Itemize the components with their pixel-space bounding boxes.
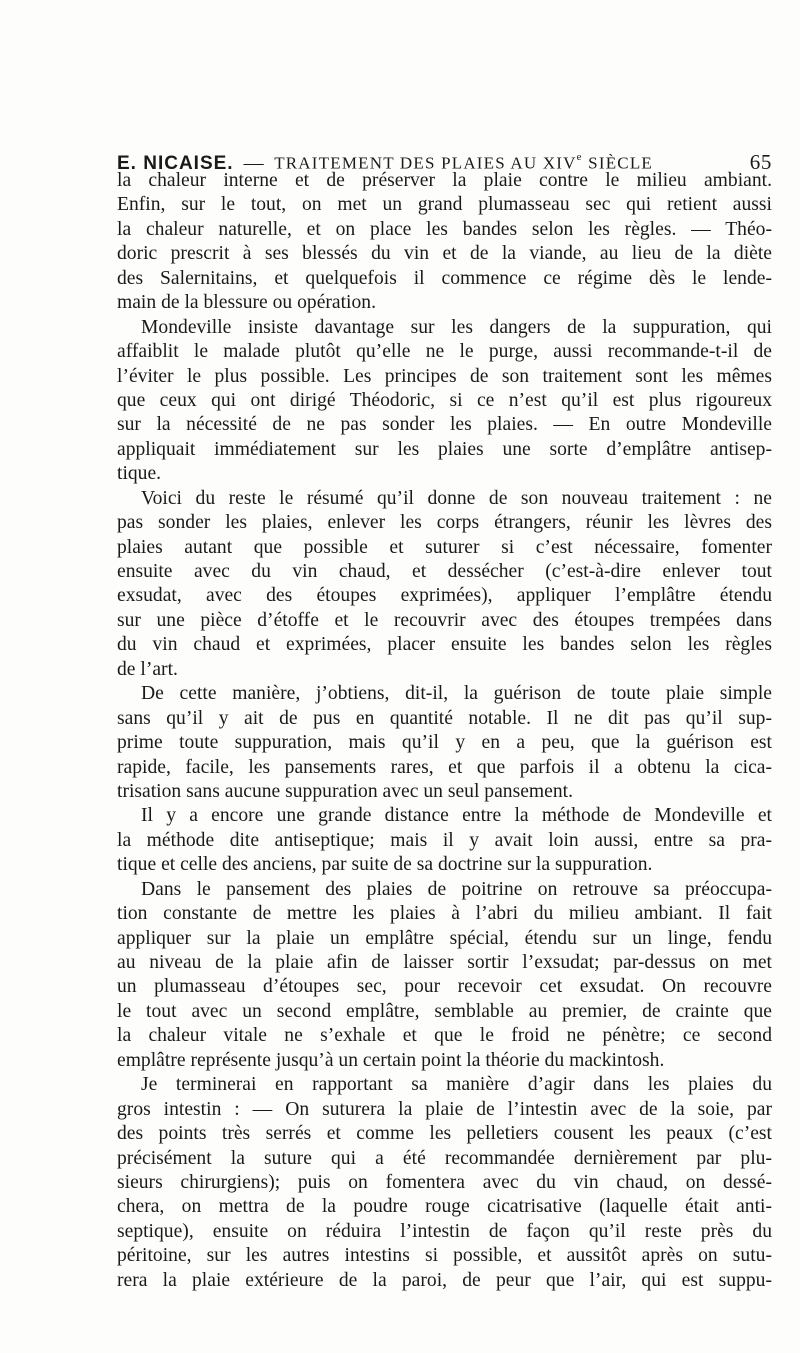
text-line: appliquer sur la plaie un emplâtre spécial, étendu sur un linge, fendu [117, 927, 772, 949]
text-line: exsudat, avec des étoupes exprimées), appliquer l’emplâtre étendu [117, 585, 772, 607]
text-line: tique et celle des anciens, par suite de sa doctrine sur la suppuration. [117, 854, 653, 876]
text-line: la chaleur naturelle, et on place les bandes selon les règles. — Théo- [117, 218, 772, 240]
text-line: Dans le pansement des plaies de poitrine on retrouve sa préoccupa- [141, 878, 772, 900]
text-line: doric prescrit à ses blessés du vin et de la viande, au lieu de la diète [117, 243, 772, 265]
text-line: sur une pièce d’étoffe et le recouvrir avec des étoupes trempées dans [117, 609, 772, 631]
text-line: sieurs chirurgiens); puis on fomentera avec du vin chaud, on dessé- [117, 1171, 772, 1193]
text-line: tique. [117, 463, 162, 485]
text-line: rapide, facile, les pansements rares, et que parfois il a obtenu la cica- [117, 756, 772, 778]
running-head-author: E. NICAISE. [117, 153, 234, 174]
text-line: un plumasseau d’étoupes sec, pour recevoir cet exsudat. On recouvre [117, 976, 772, 998]
text-line: Il y a encore une grande distance entre la méthode de Mondeville et [141, 805, 772, 827]
text-line: que ceux qui ont dirigé Théodoric, si ce n’est qu’il est plus rigoureux [117, 389, 772, 411]
text-line: au niveau de la plaie afin de laisser sortir l’exsudat; par-dessus on met [117, 952, 772, 973]
text-line: gros intestin : — On suturera la plaie de l’intestin avec de la soie, par [117, 1098, 772, 1120]
text-line: emplâtre représente jusqu’à un certain point la théorie du mackintosh. [117, 1049, 665, 1071]
text-line: péritoine, sur les autres intestins si possible, et aussitôt après on sutu- [117, 1245, 772, 1267]
page-number: 65 [749, 150, 772, 174]
text-line: prime toute suppuration, mais qu’il y en a peu, que la guérison est [117, 732, 772, 754]
text-line: Mondeville insiste davantage sur les dangers de la suppuration, qui [141, 316, 772, 338]
text-line: trisation sans aucune suppuration avec un seul pansement. [117, 780, 573, 802]
text-line: Voici du reste le résumé qu’il donne de son nouveau traitement : ne [141, 487, 772, 509]
text-line: du vin chaud et exprimées, placer ensuite les bandes selon les règles [117, 634, 772, 656]
running-head-dash: — [243, 152, 265, 174]
text-line: De cette manière, j’obtiens, dit-il, la guérison de toute plaie simple [141, 683, 772, 705]
text-line: Enfin, sur le tout, on met un grand plumasseau sec qui retient aussi [117, 194, 772, 216]
text-line: la chaleur interne et de préserver la plaie contre le milieu ambiant. [117, 170, 772, 191]
running-head-title-end: SIÈCLE [582, 154, 653, 173]
text-line: appliquait immédiatement sur les plaies une sorte d’emplâtre antisep- [117, 438, 772, 460]
text-line: la chaleur vitale ne s’exhale et que le froid ne pénètre; ce second [117, 1025, 772, 1047]
running-head-title-superscript: e [576, 151, 583, 164]
text-line: affaiblit le malade plutôt qu’elle ne le purge, aussi recommande-t-il de [117, 341, 772, 363]
running-head-title-text: TRAITEMENT DES PLAIES AU XIV [274, 154, 577, 173]
text-line: de l’art. [117, 658, 178, 680]
text-line: rera la plaie extérieure de la paroi, de peur que l’air, qui est suppu- [117, 1269, 772, 1291]
text-line: septique), ensuite on réduira l’intestin de façon qu’il reste près du [117, 1220, 772, 1242]
text-line: l’éviter le plus possible. Les principes de son traitement sont les mêmes [117, 365, 772, 387]
text-line: précisément la suture qui a été recommandée dernièrement par plu- [117, 1147, 772, 1169]
text-line: des Salernitains, et quelquefois il commence ce régime dès le lende- [117, 267, 772, 289]
text-line: chera, on mettra de la poudre rouge cicatrisative (laquelle était anti- [117, 1196, 772, 1218]
text-line: ensuite avec du vin chaud, et dessécher (c’est-à-dire enlever tout [117, 561, 772, 582]
body-text [117, 169, 772, 1293]
text-line: des points très serrés et comme les pelletiers cousent les peaux (c’est [117, 1123, 772, 1145]
text-line: plaies autant que possible et suturer si c’est nécessaire, fomenter [117, 536, 772, 558]
text-line: sur la nécessité de ne pas sonder les plaies. — En outre Mondeville [117, 414, 772, 436]
text-line: la méthode dite antiseptique; mais il y avait loin aussi, entre sa pra- [117, 829, 772, 851]
text-line: main de la blessure ou opération. [117, 292, 376, 314]
text-line: sans qu’il y ait de pus en quantité notable. Il ne dit pas qu’il sup- [117, 707, 772, 729]
text-line: Je terminerai en rapportant sa manière d’agir dans les plaies du [141, 1074, 772, 1096]
text-line: tion constante de mettre les plaies à l’abri du milieu ambiant. Il fait [117, 903, 772, 925]
text-line: pas sonder les plaies, enlever les corps étrangers, réunir les lèvres des [117, 512, 772, 534]
text-line: le tout avec un second emplâtre, semblable au premier, de crainte que [117, 1000, 772, 1022]
